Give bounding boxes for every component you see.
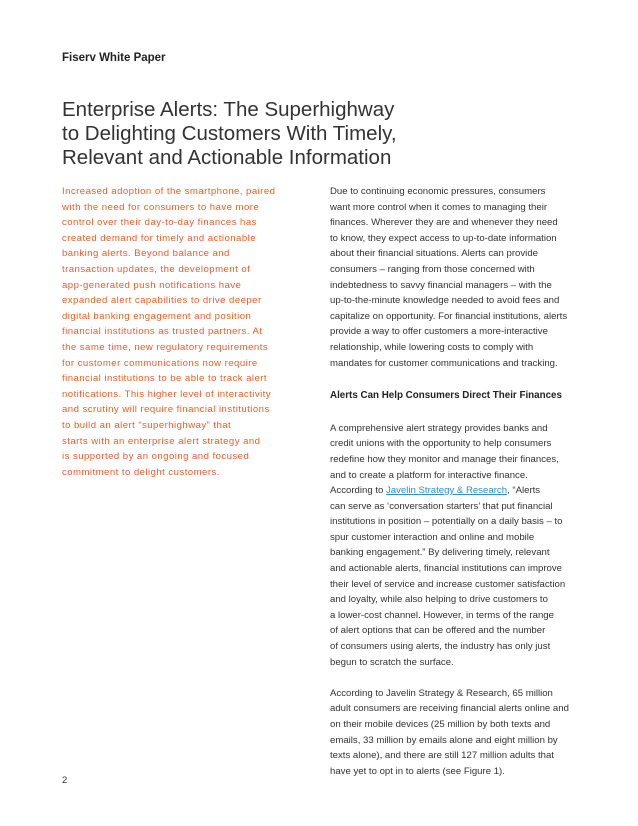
body-line: emails, 33 million by emails alone and eight million by	[330, 734, 558, 746]
body-paragraph	[330, 421, 600, 671]
body-line: A comprehensive alert strategy provides banks and	[330, 422, 548, 434]
body-line: adult consumers are receiving financial alerts online and	[330, 703, 569, 715]
page-number: 2	[62, 775, 68, 786]
intro-line: control over their day-to-day finances has	[62, 217, 257, 229]
title-line: to Delighting Customers With Timely,	[62, 122, 397, 145]
body-line: According to Javelin Strategy & Research, 65 million	[330, 687, 553, 699]
body-line: on their mobile devices (25 million by both texts and	[330, 719, 551, 730]
body-line: finances. Wherever they are and whenever they need	[330, 217, 558, 229]
body-line: of consumers using alerts, the industry has only just	[330, 641, 551, 653]
intro-line: financial institutions as trusted partners. At	[62, 326, 263, 338]
body-line: capitalize on opportunity. For financial institutions, alerts	[330, 310, 568, 322]
spacer	[330, 371, 600, 388]
body-line: and actionable alerts, financial institutions can improve	[330, 563, 562, 575]
intro-line: and scrutiny will require financial institutions	[62, 404, 270, 416]
intro-column	[62, 184, 302, 480]
intro-line: Increased adoption of the smartphone, paired	[62, 186, 276, 197]
body-line: to know, they expect access to up-to-date information	[330, 232, 557, 244]
body-line: relationship, while lowering costs to comply with	[330, 341, 534, 353]
body-line: have yet to opt in to alerts (see Figure 1).	[330, 765, 505, 777]
body-line: begun to scratch the surface.	[330, 656, 454, 668]
body-line: provide a way to offer customers a more-interactive	[330, 326, 548, 338]
title-line: Relevant and Actionable Information	[62, 146, 392, 169]
intro-line: financial institutions to be able to track alert	[62, 373, 268, 385]
intro-line: commitment to delight customers.	[62, 466, 220, 478]
body-line: of alert options that can be offered and the number	[330, 625, 546, 637]
intro-line: the same time, new regulatory requirements	[62, 341, 269, 353]
body-line: indebtedness to savvy financial managers – with the	[330, 279, 552, 291]
body-line: Due to continuing economic pressures, consumers	[330, 186, 546, 197]
body-line: a lower-cost channel. However, in terms of the range	[330, 609, 554, 621]
intro-line: created demand for timely and actionable	[62, 232, 256, 244]
title-line: Enterprise Alerts: The Superhighway	[62, 98, 395, 121]
intro-line: with the need for consumers to have more	[62, 201, 260, 213]
document-header: Fiserv White Paper	[62, 52, 166, 64]
body-line	[330, 483, 600, 499]
page-title	[62, 98, 582, 170]
intro-line: transaction updates, the development of	[62, 263, 251, 275]
intro-line: banking alerts. Beyond balance and	[62, 248, 230, 260]
body-line: about their financial situations. Alerts can provide	[330, 248, 538, 260]
body-line: can serve as ‘conversation starters’ that put financial	[330, 500, 553, 512]
intro-line: digital banking engagement and position	[62, 310, 252, 322]
body-paragraph	[330, 184, 600, 371]
body-text: According to	[330, 485, 386, 497]
body-line: their level of service and increase customer satisfaction	[330, 578, 566, 590]
body-line: up-to-the-minute knowledge needed to avoid fees and	[330, 295, 560, 307]
body-line: consumers – ranging from those concerned with	[330, 263, 535, 275]
intro-paragraph	[62, 184, 302, 480]
body-paragraph	[330, 686, 600, 780]
intro-line: notifications. This higher level of interactivity	[62, 388, 272, 400]
javelin-link[interactable]: Javelin Strategy & Research	[386, 485, 508, 497]
body-line: and loyalty, while also helping to drive customers to	[330, 594, 548, 606]
body-line: texts alone), and there are still 127 million adults that	[330, 750, 554, 762]
intro-line: for customer communications now require	[62, 357, 258, 369]
body-line: want more control when it comes to managing their	[330, 201, 548, 213]
intro-line: to build an alert “superhighway” that	[62, 419, 232, 431]
body-line: and to create a platform for interactive finance.	[330, 469, 528, 481]
intro-line: starts with an enterprise alert strategy and	[62, 435, 261, 447]
intro-line: app-generated push notifications have	[62, 279, 242, 291]
spacer	[330, 404, 600, 421]
intro-line: is supported by an ongoing and focused	[62, 451, 250, 463]
section-heading: Alerts Can Help Consumers Direct Their Finances	[330, 390, 562, 402]
body-line: banking engagement.” By delivering timely, relevant	[330, 547, 550, 559]
body-line: institutions in position – potentially on a daily basis – to	[330, 516, 563, 528]
body-line: redefine how they monitor and manage their finances,	[330, 453, 559, 465]
body-line: mandates for customer communications and tracking.	[330, 357, 558, 369]
body-text: , “Alerts	[507, 485, 541, 497]
body-line: credit unions with the opportunity to help consumers	[330, 438, 552, 450]
body-line: spur customer interaction and online and mobile	[330, 531, 535, 543]
spacer	[330, 670, 600, 686]
body-column	[330, 184, 600, 779]
intro-line: expanded alert capabilities to drive deeper	[62, 295, 262, 307]
